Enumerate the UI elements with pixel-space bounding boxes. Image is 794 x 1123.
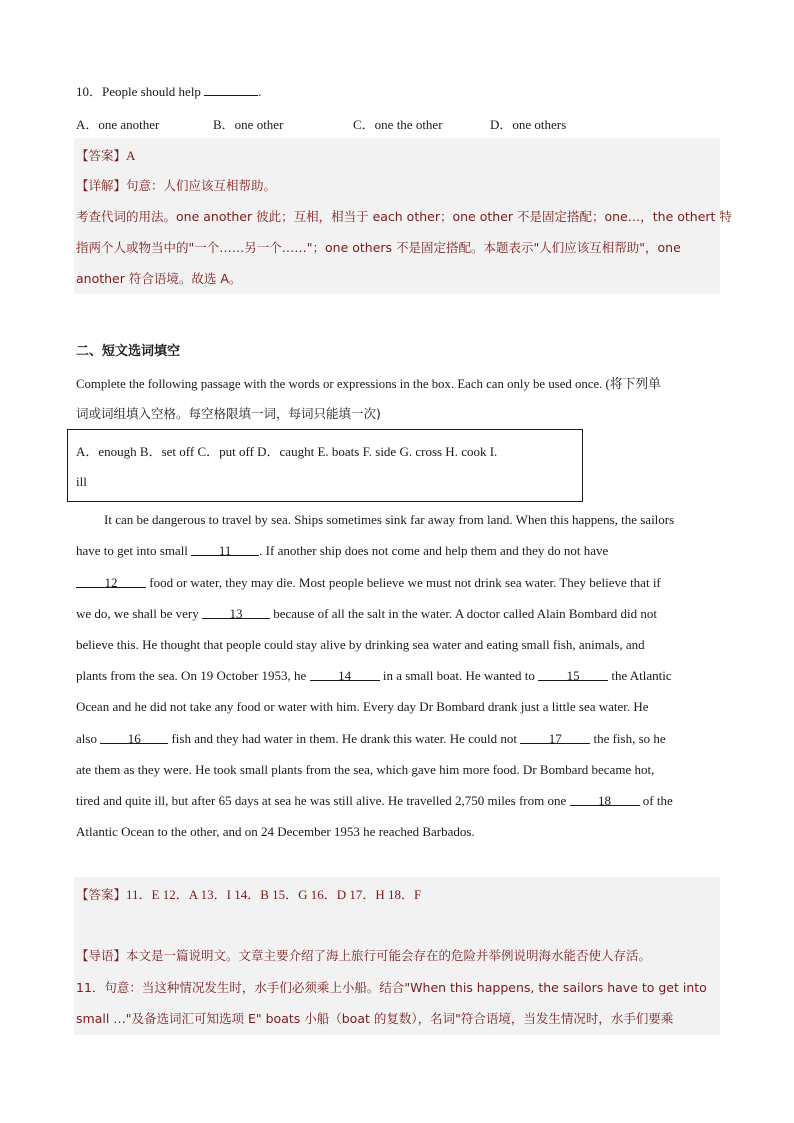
word-box-line-2: ill [76, 474, 87, 489]
passage-text: plants from the sea. On 19 October 1953, he [76, 668, 310, 683]
explanation-line-2: 指两个人或物当中的"一个……另一个……"；one others 不是固定搭配。本题表示"人们应该互相帮助"，one [76, 240, 681, 255]
blank-13: 13 [202, 605, 270, 619]
blank-15: 15 [538, 667, 608, 681]
passage-text: the Atlantic [608, 668, 672, 683]
guide-text: 本文是一篇说明文。文章主要介绍了海上旅行可能会存在的危险并举例说明海水能否使人存活。 [126, 948, 652, 963]
question-10-stem [76, 82, 261, 101]
passage-line-3 [76, 574, 661, 592]
blank-14: 14 [310, 667, 380, 681]
question-10-blank [204, 82, 258, 96]
option-a: A．one another [76, 117, 160, 132]
passage-line-5: believe this. He thought that people could stay alive by drinking sea water and eating small fish, animals, and [76, 637, 645, 652]
answer-value: A [126, 148, 136, 163]
blank-12: 12 [76, 574, 146, 588]
passage-text: have to get into small [76, 543, 192, 558]
passage-text: because of all the salt in the water. A doctor called Alain Bombard did not [270, 606, 658, 621]
answer-label: 【答案】 [76, 148, 127, 163]
answers-label: 【答案】 [76, 887, 127, 902]
passage-line-8 [76, 730, 666, 748]
section-2-instruction-1: Complete the following passage with the words or expressions in the box. Each can only be used once. (将下列单 [76, 377, 661, 391]
detail-label: 【详解】 [76, 178, 127, 193]
answer-line-q10 [76, 147, 135, 165]
word-box [67, 429, 583, 502]
explanation-line-1: 考查代词的用法。one another 彼此；互相，相当于 each other；one other 不是固定搭配；one…，the othert 特 [76, 209, 732, 224]
section-2-instruction-2: 词或词组填入空格。每空格限填一词，每词只能填一次) [76, 406, 381, 421]
blank-18: 18 [570, 792, 640, 806]
question-10-suffix: . [258, 84, 262, 99]
word-box-line-1: A．enough B．set off C．put off D．caught E. boats F. side G. cross H. cook I. [76, 444, 498, 459]
explanation-line-3: another 符合语境。故选 A。 [76, 271, 242, 286]
passage-line-11: Atlantic Ocean to the other, and on 24 December 1953 he reached Barbados. [76, 824, 475, 839]
blank-11: 11 [191, 542, 259, 556]
passage-text: food or water, they may die. Most people believe we must not drink sea water. They believe that if [146, 575, 661, 590]
detail-line-q10 [76, 177, 276, 195]
guide-line-1 [76, 947, 651, 965]
passage-line-4 [76, 605, 657, 623]
guide-line-3: small …"及备选词汇可知选项 E" boats 小船（boat 的复数），名词"符合语境，当发生情况时，水手们要乘 [76, 1011, 674, 1026]
passage-line-1: It can be dangerous to travel by sea. Ships sometimes sink far away from land. When this happens, the sailors [104, 512, 675, 527]
option-b: B．one other [213, 117, 284, 132]
passage-text: the fish, so he [590, 731, 666, 746]
blank-17: 17 [520, 730, 590, 744]
passage-line-2 [76, 542, 608, 560]
option-c: C．one the other [353, 117, 443, 132]
detail-text: 句意：人们应该互相帮助。 [126, 178, 277, 193]
question-10-text: 10．People should help [76, 84, 205, 99]
guide-line-2: 11．句意：当这种情况发生时，水手们必须乘上小船。结合"When this happens, the sailors have to get into [76, 980, 707, 995]
passage-line-10 [76, 792, 673, 810]
guide-label: 【导语】 [76, 948, 127, 963]
passage-line-7: Ocean and he did not take any food or water with him. Every day Dr Bombard drank just a little sea water. He [76, 699, 649, 714]
answers-text: 11．E 12．A 13．I 14．B 15．G 16．D 17．H 18．F [126, 887, 422, 902]
blank-16: 16 [100, 730, 168, 744]
option-d: D．one others [490, 117, 567, 132]
passage-line-6 [76, 667, 672, 685]
passage-text: of the [639, 793, 673, 808]
passage-text: in a small boat. He wanted to [379, 668, 539, 683]
passage-text: . If another ship does not come and help them and they do not have [259, 543, 609, 558]
passage-text: tired and quite ill, but after 65 days at sea he was still alive. He travelled 2,750 miles from one [76, 793, 570, 808]
answers-line-section-2 [76, 886, 421, 904]
passage-text: fish and they had water in them. He drank this water. He could not [168, 731, 521, 746]
passage-text: also [76, 731, 101, 746]
passage-line-9: ate them as they were. He took small plants from the sea, which gave him more food. Dr Bombard became hot, [76, 762, 655, 777]
passage-text: we do, we shall be very [76, 606, 202, 621]
section-2-title: 二、短文选词填空 [76, 344, 181, 359]
